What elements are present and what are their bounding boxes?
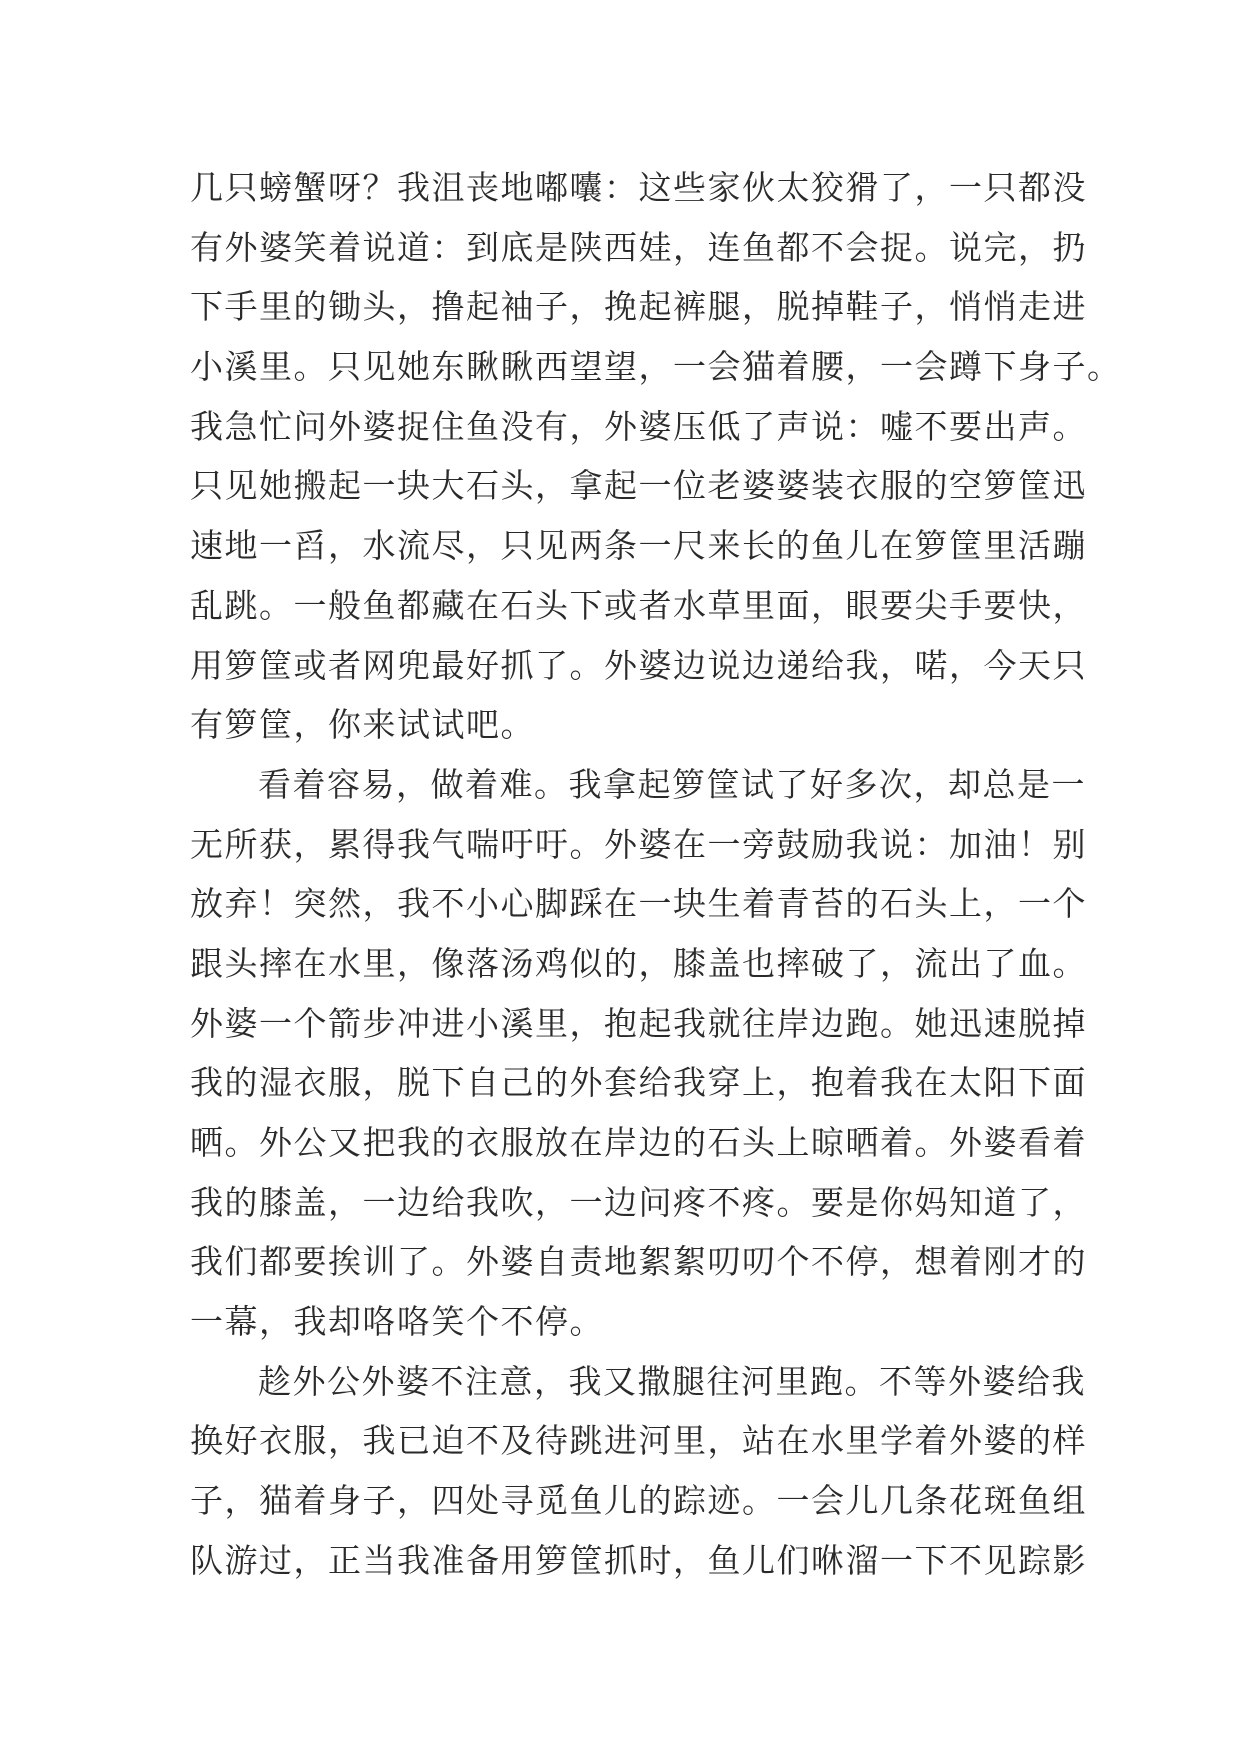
text-line-5: 我急忙问外婆捉住鱼没有，外婆压低了声说：嘘不要出声。 <box>190 406 1087 446</box>
body-text <box>190 158 1122 1591</box>
text-line-6: 只见她搬起一块大石头，拿起一位老婆婆装衣服的空箩筐迅 <box>190 466 1087 506</box>
text-line-17: 晒。外公又把我的衣服放在岸边的石头上晾晒着。外婆看着 <box>190 1123 1087 1162</box>
text-line-19: 我们都要挨训了。外婆自责地絮絮叨叨个不停，想着刚才的 <box>190 1242 1087 1282</box>
paragraph-start-line-21: 趁外公外婆不注意，我又撒腿往河里跑。不等外婆给我 <box>258 1361 1086 1401</box>
text-line-1: 几只螃蟹呀？我沮丧地嘟囔：这些家伙太狡猾了，一只都没 <box>190 168 1087 207</box>
text-line-10: 有箩筐，你来试试吧。 <box>190 705 535 745</box>
text-line-18: 我的膝盖，一边给我吹，一边问疼不疼。要是你妈知道了， <box>190 1182 1087 1222</box>
paragraph-start-line-11: 看着容易，做着难。我拿起箩筐试了好多次，却总是一 <box>258 764 1086 804</box>
text-line-7: 速地一舀，水流尽，只见两条一尺来长的鱼儿在箩筐里活蹦 <box>190 526 1087 566</box>
text-line-13: 放弃！突然，我不小心脚踩在一块生着青苔的石头上，一个 <box>190 884 1087 924</box>
text-line-23: 子，猫着身子，四处寻觅鱼儿的踪迹。一会儿几条花斑鱼组 <box>190 1481 1087 1521</box>
text-line-4: 小溪里。只见她东瞅瞅西望望，一会猫着腰，一会蹲下身子。 <box>190 347 1122 387</box>
text-line-2: 有外婆笑着说道：到底是陕西娃，连鱼都不会捉。说完，扔 <box>190 227 1087 267</box>
text-line-12: 无所获，累得我气喘吁吁。外婆在一旁鼓励我说：加油！别 <box>190 824 1087 864</box>
text-line-3: 下手里的锄头，撸起袖子，挽起裤腿，脱掉鞋子，悄悄走进 <box>190 287 1087 327</box>
text-line-20: 一幕，我却咯咯笑个不停。 <box>190 1302 604 1342</box>
text-line-24: 队游过，正当我准备用箩筐抓时，鱼儿们咻溜一下不见踪影 <box>190 1540 1087 1580</box>
text-line-16: 我的湿衣服，脱下自己的外套给我穿上，抱着我在太阳下面 <box>190 1063 1087 1103</box>
text-line-8: 乱跳。一般鱼都藏在石头下或者水草里面，眼要尖手要快， <box>190 585 1087 625</box>
text-line-22: 换好衣服，我已迫不及待跳进河里，站在水里学着外婆的样 <box>190 1421 1087 1461</box>
text-line-9: 用箩筐或者网兜最好抓了。外婆边说边递给我，喏，今天只 <box>190 645 1087 685</box>
text-line-14: 跟头摔在水里，像落汤鸡似的，膝盖也摔破了，流出了血。 <box>190 943 1087 983</box>
text-line-15: 外婆一个箭步冲进小溪里，抱起我就往岸边跑。她迅速脱掉 <box>190 1003 1087 1043</box>
